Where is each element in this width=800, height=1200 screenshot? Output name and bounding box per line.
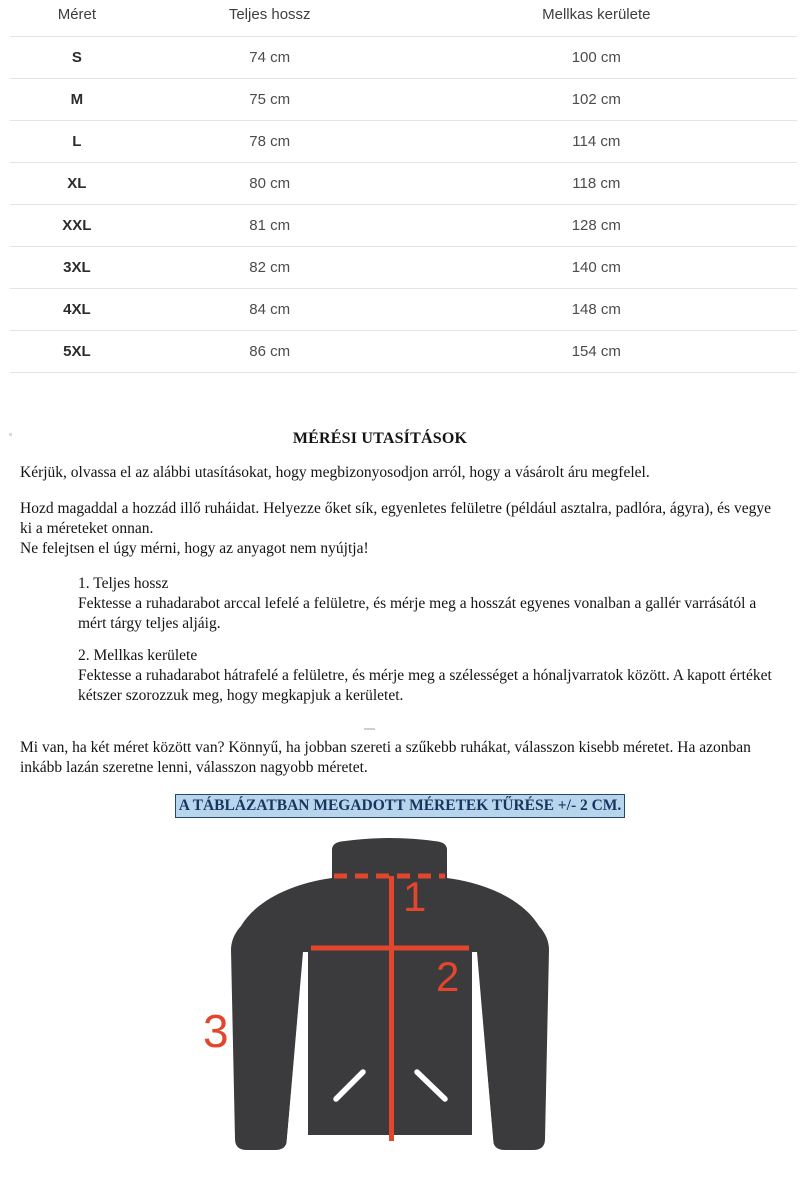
between-sizes-paragraph: Mi van, ha két méret között van? Könnyű, ha jobban szereti a szűkebb ruhákat, válasszon kisebb méretet. Ha azonban inkább lazán szeretne lenni, válasszon nagyobb méretet. <box>20 739 751 776</box>
chest-cell: 128 cm <box>571 217 621 234</box>
length-cell: 74 cm <box>249 49 291 66</box>
size-cell: XXL <box>62 217 92 234</box>
length-cell: 75 cm <box>249 91 291 108</box>
length-cell: 86 cm <box>249 343 291 360</box>
section-title: MÉRÉSI UTASÍTÁSOK <box>292 430 468 447</box>
label-2-chest: 2 <box>436 952 460 1000</box>
chest-cell: 154 cm <box>571 343 621 360</box>
length-cell: 81 cm <box>249 217 291 234</box>
measuring-instructions-section <box>20 429 780 818</box>
table-row <box>10 79 797 121</box>
table-row <box>10 331 797 373</box>
table-row <box>10 121 797 163</box>
column-header-length: Teljes hossz <box>228 6 311 23</box>
table-row <box>10 205 797 247</box>
size-cell: XL <box>67 175 87 192</box>
table-header-row <box>10 0 797 37</box>
table-row <box>10 247 797 289</box>
measurement-steps <box>78 574 775 706</box>
chest-cell: 118 cm <box>572 175 621 192</box>
chest-cell: 100 cm <box>571 49 621 66</box>
tolerance-note-row <box>20 794 780 818</box>
preparation-line-1: Hozd magaddal a hozzád illő ruháidat. Helyezze őket sík, egyenletes felületre (például asztalra, padlóra, ágyra), és vegye ki a méreteket onnan. <box>20 499 771 537</box>
size-cell: S <box>71 49 82 66</box>
step-chest-circumference <box>78 646 775 706</box>
length-cell: 80 cm <box>249 175 291 192</box>
label-1-total-length: 1 <box>403 872 427 920</box>
size-cell: M <box>70 91 84 108</box>
intro-paragraph: Kérjük, olvassa el az alábbi utasításokat, hogy megbizonyosodjon arról, hogy a vásárolt áru megfelel. <box>20 464 650 481</box>
size-chart-table <box>10 0 797 373</box>
step-total-length <box>78 574 775 634</box>
size-cell: 4XL <box>63 301 91 318</box>
table-row <box>10 37 797 79</box>
step-body: Fektesse a ruhadarabot arccal lefelé a felületre, és mérje meg a hosszát egyenes vonalban a gallér varrásától a mért tárgy teljes aljáig. <box>78 595 757 632</box>
table-row <box>10 289 797 331</box>
jacket-measurement-diagram <box>0 830 800 1178</box>
chest-cell: 114 cm <box>572 133 621 150</box>
chest-cell: 102 cm <box>571 91 621 108</box>
size-cell: 5XL <box>63 343 91 360</box>
size-cell: L <box>72 133 82 150</box>
length-cell: 84 cm <box>249 301 291 318</box>
tolerance-note-highlight: A TÁBLÁZATBAN MEGADOTT MÉRETEK TŰRÉSE +/- 2 CM. <box>175 794 626 818</box>
length-cell: 82 cm <box>249 259 291 276</box>
step-body: Fektesse a ruhadarabot hátrafelé a felületre, és mérje meg a szélességet a hónaljvarratok között. A kapott értéket kétszer szorozzuk meg, hogy megkapjuk a kerületet. <box>78 667 772 704</box>
step-heading: 1. Teljes hossz <box>78 575 169 592</box>
chest-cell: 140 cm <box>571 259 621 276</box>
label-3-sleeve: 3 <box>203 1004 229 1057</box>
faint-artifact-dash <box>364 728 375 730</box>
preparation-paragraph <box>20 499 780 559</box>
column-header-size: Méret <box>57 6 97 23</box>
length-cell: 78 cm <box>249 133 291 150</box>
jacket-diagram-svg <box>0 830 800 1178</box>
column-header-chest: Mellkas kerülete <box>542 6 651 23</box>
table-row <box>10 163 797 205</box>
size-cell: 3XL <box>63 259 91 276</box>
step-heading: 2. Mellkas kerülete <box>78 647 198 664</box>
faint-artifact-dot <box>9 433 12 436</box>
preparation-line-2: Ne felejtsen el úgy mérni, hogy az anyagot nem nyújtja! <box>20 539 369 557</box>
chest-cell: 148 cm <box>571 301 621 318</box>
